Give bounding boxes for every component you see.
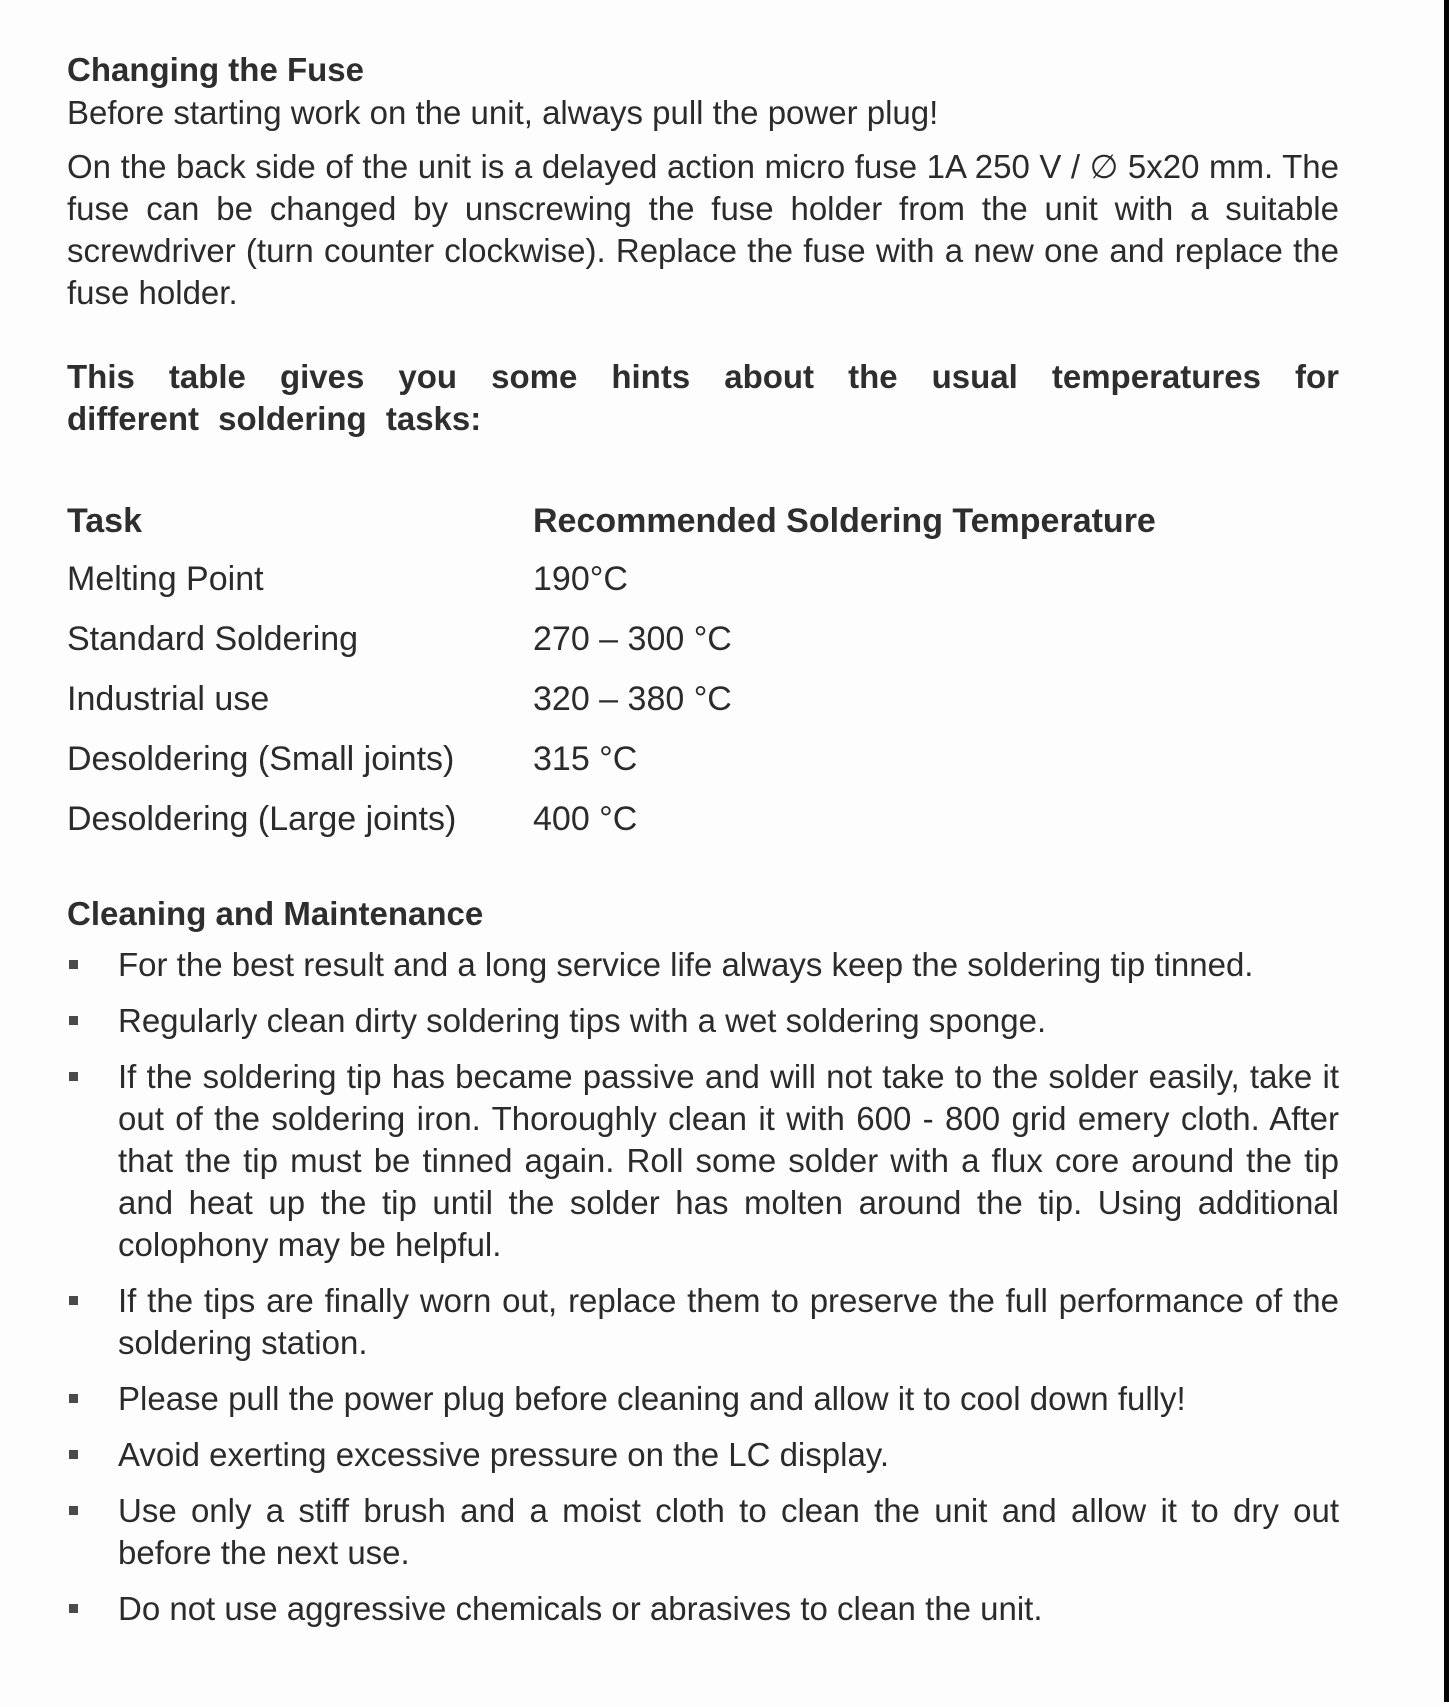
list-item-text: Please pull the power plug before cleaning and allow it to cool down fully! bbox=[118, 1380, 1186, 1417]
square-bullet-icon bbox=[69, 960, 78, 969]
square-bullet-icon bbox=[69, 1604, 78, 1613]
square-bullet-icon bbox=[69, 1296, 78, 1305]
table-row bbox=[67, 740, 1156, 800]
list-item-text: Avoid exerting excessive pressure on the LC display. bbox=[118, 1436, 890, 1473]
page-content bbox=[67, 48, 1339, 1644]
list-item bbox=[67, 1378, 1339, 1420]
table-header-row bbox=[67, 502, 1156, 560]
list-item bbox=[67, 1000, 1339, 1042]
fuse-instructions-text: On the back side of the unit is a delayed action micro fuse 1A 250 V / ∅ 5x20 mm. The fuse can be changed by unscrewing the fuse holder from the unit with a suitable screwdriver (turn counter clockwise). Replace the fuse with a new one and replace the fuse holder. bbox=[67, 148, 1339, 311]
square-bullet-icon bbox=[69, 1016, 78, 1025]
square-bullet-icon bbox=[69, 1450, 78, 1459]
list-item bbox=[67, 1490, 1339, 1574]
square-bullet-icon bbox=[69, 1506, 78, 1515]
list-item-text: If the soldering tip has became passive and will not take to the solder easily, take it out of the soldering iron. Thoroughly clean it with 600 - 800 grid emery cloth. After that the tip must be tinned again. Roll some solder with a flux core around the tip and heat up the tip until the solder has molten around the tip. Using additional colophony may be helpful. bbox=[118, 1058, 1339, 1263]
list-item-text: If the tips are finally worn out, replace them to preserve the full performance of the soldering station. bbox=[118, 1282, 1339, 1361]
task-cell: Industrial use bbox=[67, 680, 270, 718]
table-intro-text: This table gives you some hints about the usual temperatures for different soldering tasks: bbox=[67, 358, 1339, 437]
task-cell: Standard Soldering bbox=[67, 620, 359, 658]
list-item-text: For the best result and a long service life always keep the soldering tip tinned. bbox=[118, 946, 1254, 983]
cleaning-instructions-list bbox=[67, 944, 1339, 1630]
temperature-table bbox=[67, 502, 1156, 848]
temperature-cell: 400 °C bbox=[533, 800, 638, 838]
temperature-cell: 270 – 300 °C bbox=[533, 620, 732, 658]
cleaning-section-heading: Cleaning and Maintenance bbox=[67, 895, 484, 932]
temperature-cell: 315 °C bbox=[533, 740, 638, 778]
square-bullet-icon bbox=[69, 1072, 78, 1081]
list-item bbox=[67, 944, 1339, 986]
square-bullet-icon bbox=[69, 1394, 78, 1403]
column-header-task: Task bbox=[67, 502, 142, 540]
fuse-section-heading: Changing the Fuse bbox=[67, 51, 364, 88]
table-row bbox=[67, 680, 1156, 740]
temperature-cell: 190°C bbox=[533, 560, 628, 598]
scan-edge-border bbox=[1444, 0, 1449, 1702]
list-item bbox=[67, 1588, 1339, 1630]
list-item-text: Do not use aggressive chemicals or abrasives to clean the unit. bbox=[118, 1590, 1043, 1627]
table-row bbox=[67, 800, 1156, 848]
fuse-warning-text: Before starting work on the unit, always pull the power plug! bbox=[67, 94, 939, 131]
list-item bbox=[67, 1280, 1339, 1364]
column-header-temperature: Recommended Soldering Temperature bbox=[533, 502, 1156, 540]
table-row bbox=[67, 560, 1156, 620]
list-item-text: Regularly clean dirty soldering tips with a wet soldering sponge. bbox=[118, 1002, 1047, 1039]
list-item-text: Use only a stiff brush and a moist cloth to clean the unit and allow it to dry out before the next use. bbox=[118, 1492, 1339, 1571]
table-row bbox=[67, 620, 1156, 680]
list-item bbox=[67, 1056, 1339, 1266]
task-cell: Desoldering (Small joints) bbox=[67, 740, 455, 778]
list-item bbox=[67, 1434, 1339, 1476]
task-cell: Melting Point bbox=[67, 560, 264, 598]
temperature-cell: 320 – 380 °C bbox=[533, 680, 732, 718]
task-cell: Desoldering (Large joints) bbox=[67, 800, 457, 838]
